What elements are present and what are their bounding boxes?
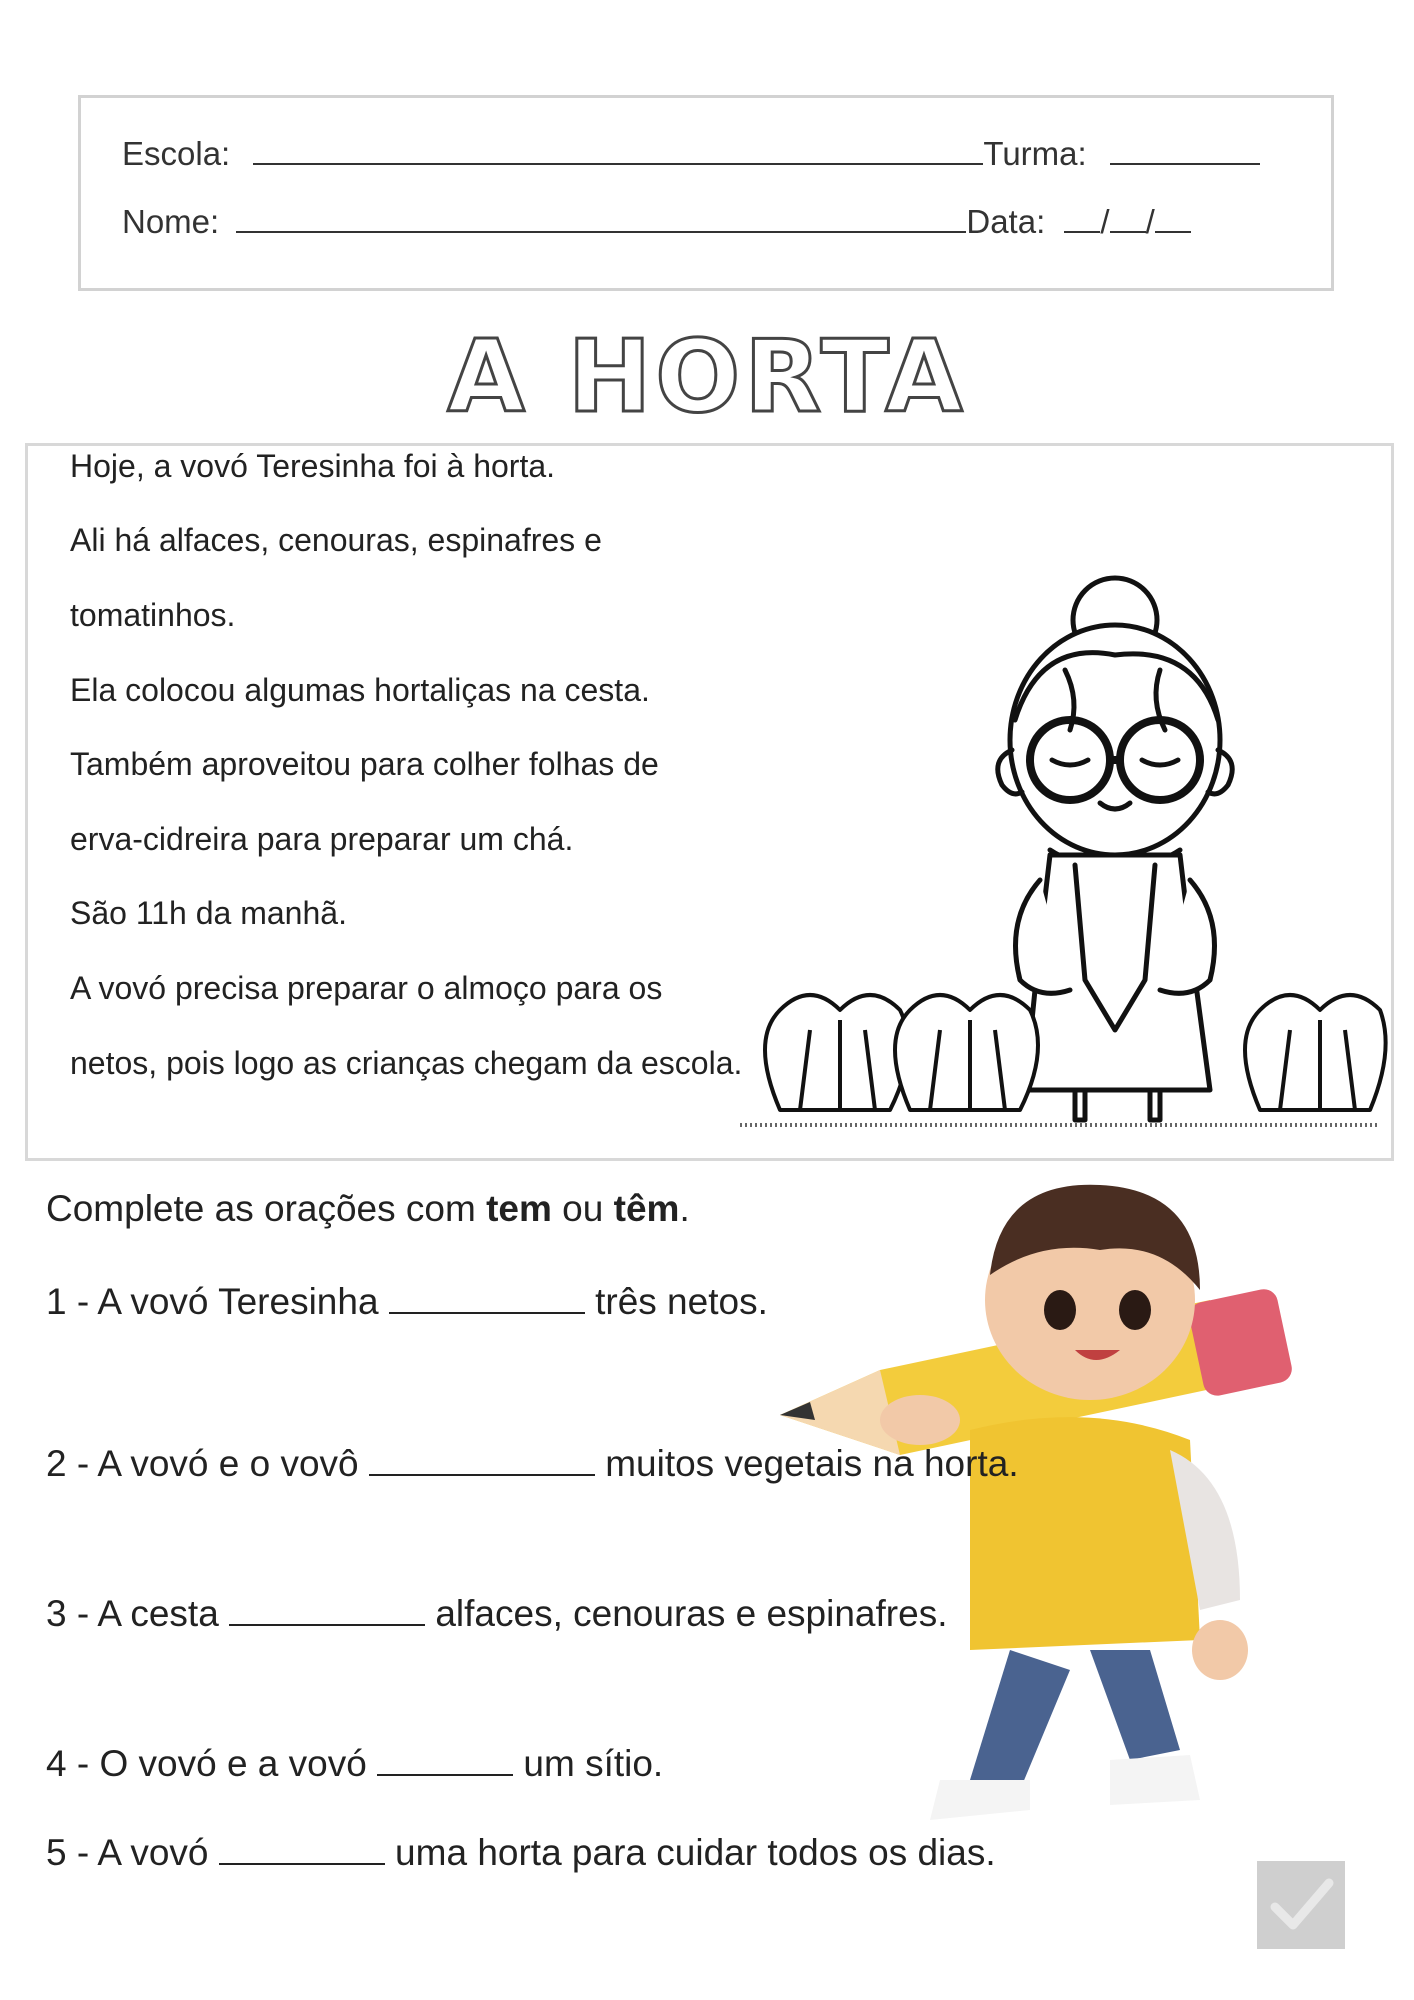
question-3: [46, 1590, 947, 1635]
instruction-prefix: Complete as orações com: [46, 1188, 487, 1229]
story-line-8: A vovó precisa preparar o almoço para os: [70, 970, 663, 1006]
question-1-after: três netos.: [584, 1281, 768, 1322]
date-label: Data:: [966, 203, 1046, 240]
story-line-6: erva-cidreira para preparar um chá.: [70, 821, 574, 857]
instruction-suffix: .: [679, 1188, 690, 1229]
class-label: Turma:: [983, 135, 1087, 172]
boy-with-pencil-illustration: [770, 1180, 1310, 1880]
question-3-before: 3 - A cesta: [46, 1593, 230, 1634]
story-line-1: Hoje, a vovó Teresinha foi à horta.: [70, 448, 556, 484]
school-label: Escola:: [122, 135, 231, 172]
header-box: [78, 95, 1334, 291]
question-4-after: um sítio.: [513, 1743, 664, 1784]
question-2-before: 2 - A vovó e o vovô: [46, 1443, 369, 1484]
question-4-before: 4 - O vovó e a vovó: [46, 1743, 378, 1784]
name-line: [122, 201, 1191, 241]
question-3-after: alfaces, cenouras e espinafres.: [425, 1593, 948, 1634]
question-2: [46, 1440, 1019, 1485]
story-line-9: netos, pois logo as crianças chegam da escola.: [70, 1045, 743, 1081]
instruction-word-tem-plural: têm: [613, 1188, 680, 1229]
question-3-blank[interactable]: [229, 1590, 425, 1626]
page-title: A HORTA: [447, 318, 967, 435]
story-line-7: São 11h da manhã.: [70, 895, 347, 931]
story-line-5: Também aproveitou para colher folhas de: [70, 746, 659, 782]
question-4: [46, 1740, 663, 1785]
question-2-blank[interactable]: [369, 1440, 595, 1476]
date-sep-2: /: [1145, 203, 1155, 240]
question-5: [46, 1829, 996, 1874]
question-5-before: 5 - A vovó: [46, 1832, 219, 1873]
question-4-blank[interactable]: [377, 1740, 513, 1776]
story-line-2: Ali há alfaces, cenouras, espinafres e: [70, 522, 602, 558]
question-1-blank[interactable]: [389, 1278, 585, 1314]
question-2-after: muitos vegetais na horta.: [594, 1443, 1019, 1484]
date-day-blank[interactable]: [1064, 201, 1100, 233]
story-line-4: Ela colocou algumas hortaliças na cesta.: [70, 672, 650, 708]
school-blank[interactable]: [253, 133, 983, 165]
school-line: [122, 133, 1260, 173]
name-label: Nome:: [122, 203, 220, 240]
question-1-before: 1 - A vovó Teresinha: [46, 1281, 389, 1322]
date-month-blank[interactable]: [1110, 201, 1146, 233]
class-blank[interactable]: [1110, 133, 1260, 165]
date-year-blank[interactable]: [1155, 201, 1191, 233]
instruction: [46, 1188, 690, 1230]
question-5-after: uma horta para cuidar todos os dias.: [384, 1832, 996, 1873]
grandma-illustration: [740, 560, 1390, 1140]
question-1: [46, 1278, 768, 1323]
story-line-3: tomatinhos.: [70, 597, 236, 633]
question-5-blank[interactable]: [219, 1829, 385, 1865]
instruction-word-tem: tem: [486, 1188, 552, 1229]
date-sep-1: /: [1100, 203, 1110, 240]
check-icon: [1257, 1861, 1345, 1949]
name-blank[interactable]: [236, 201, 966, 233]
instruction-middle: ou: [551, 1188, 614, 1229]
